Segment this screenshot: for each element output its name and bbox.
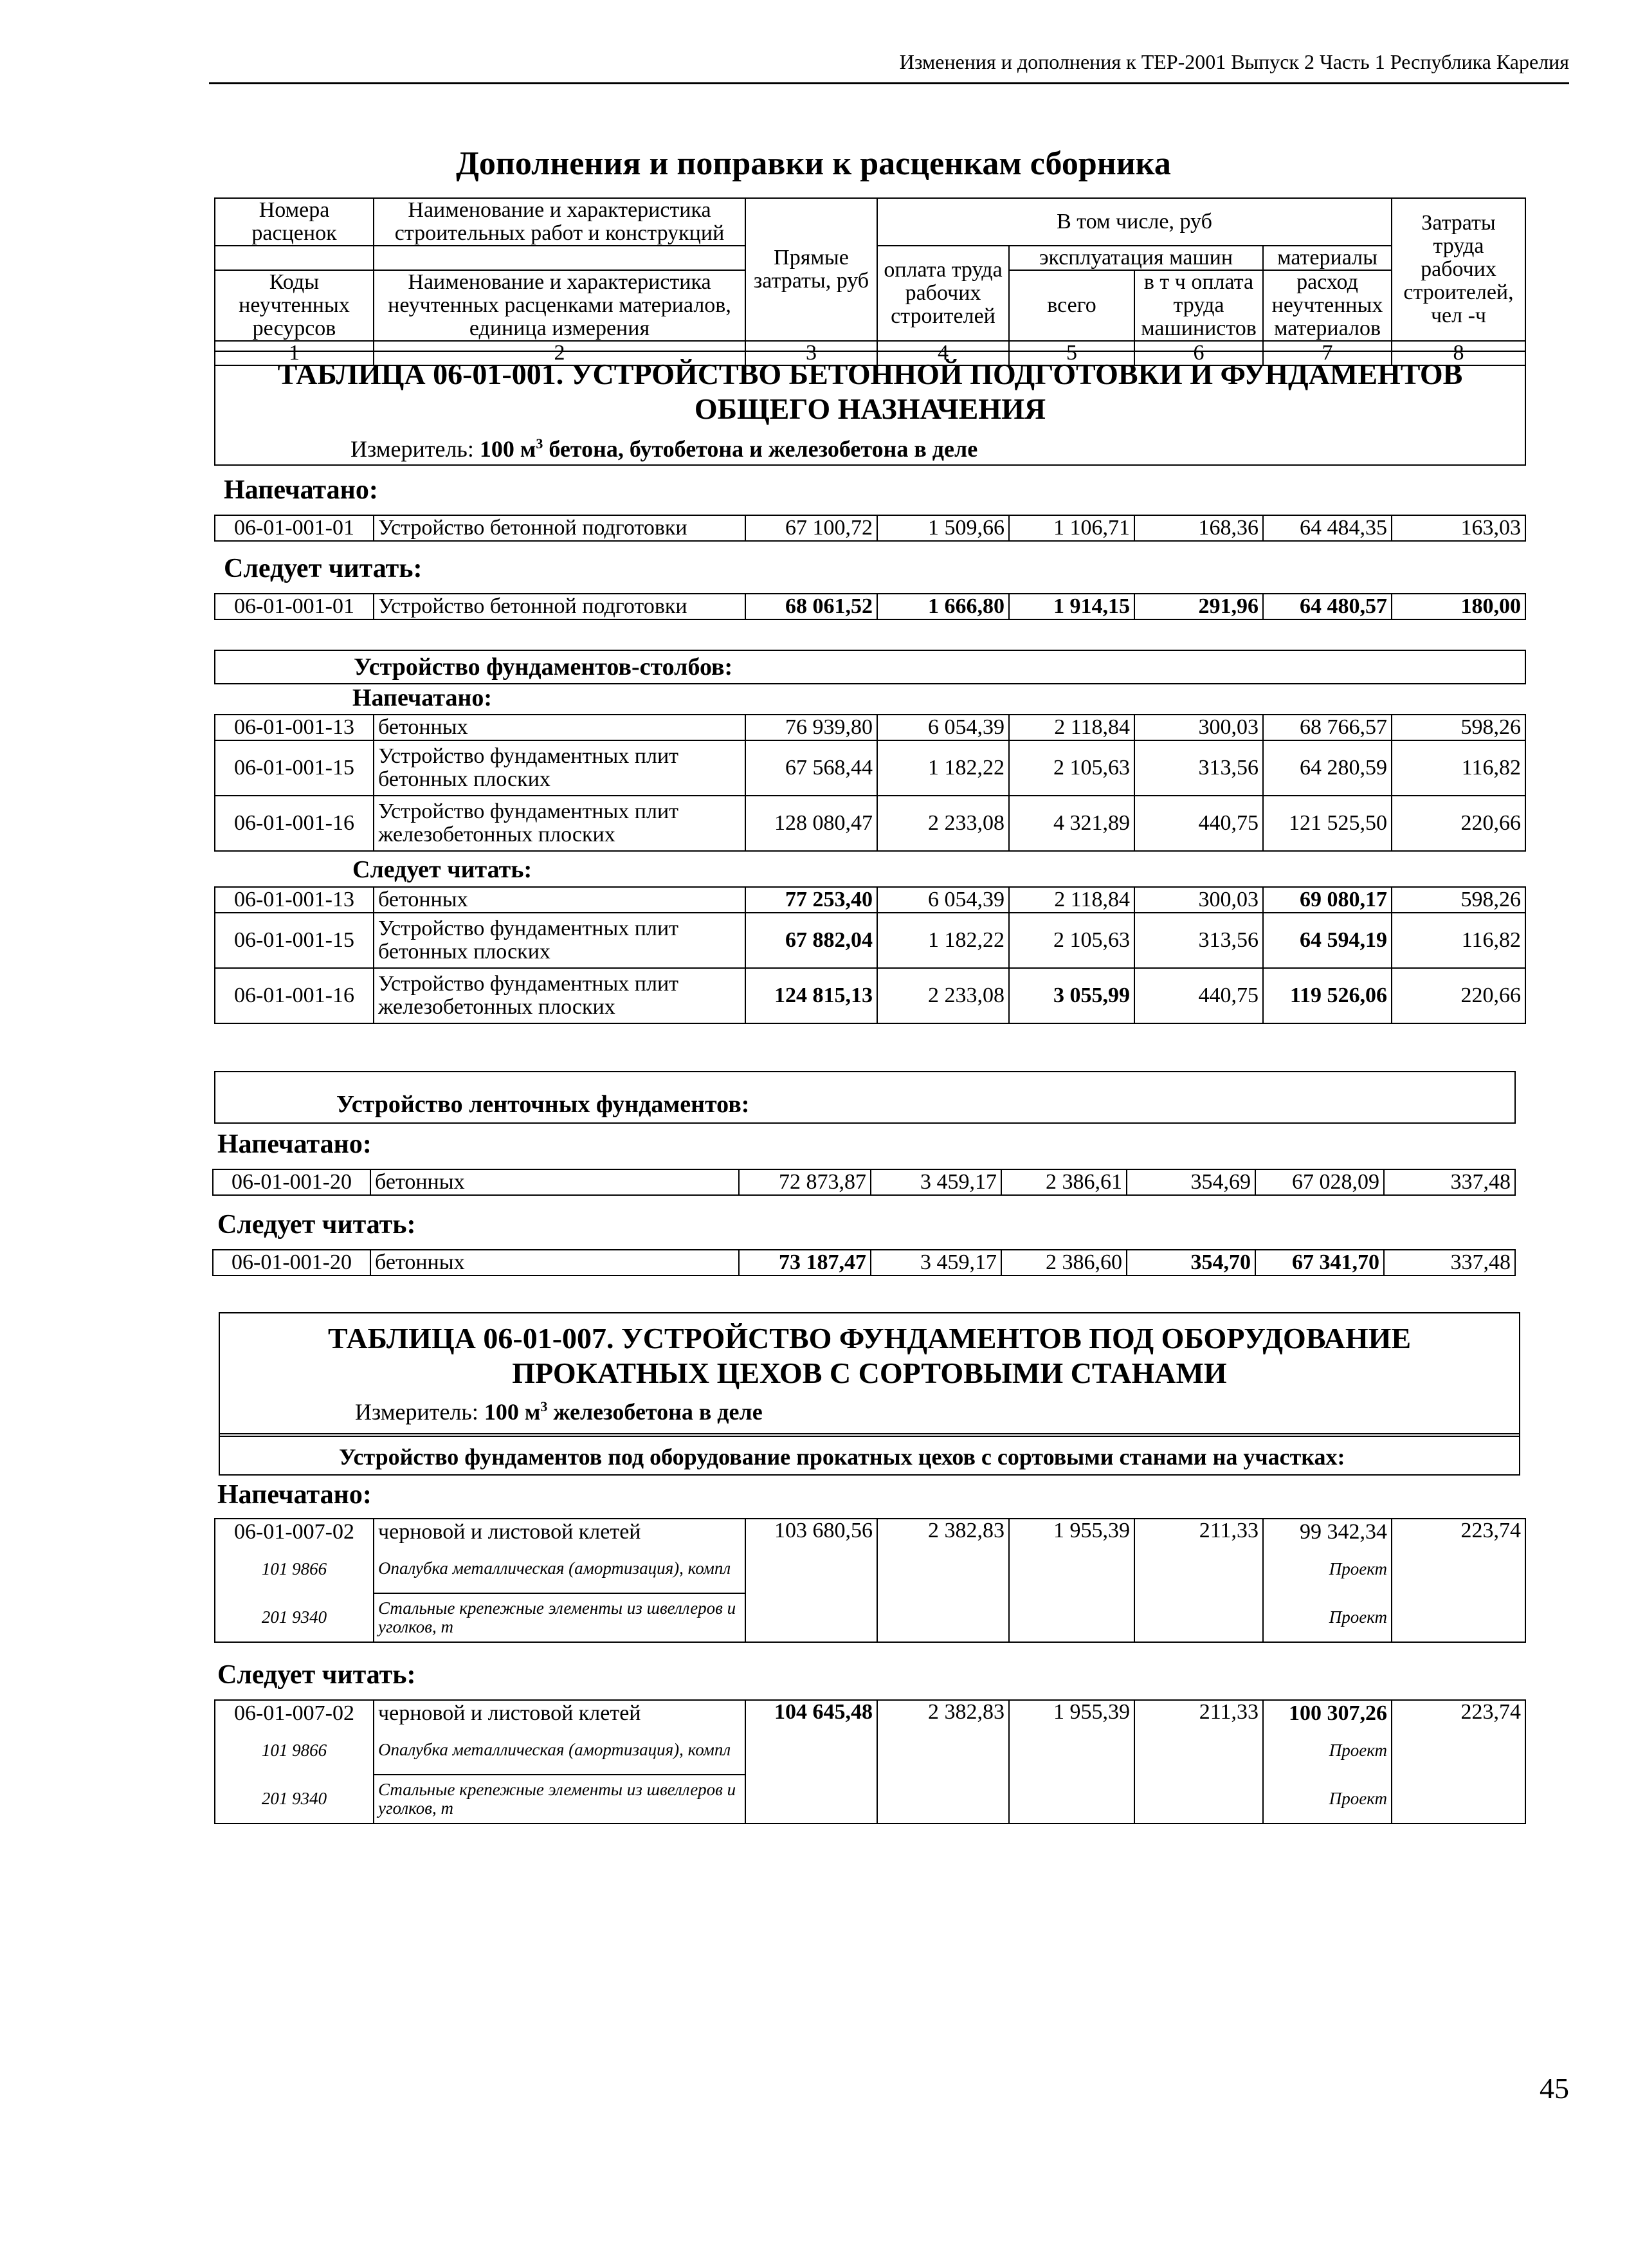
table1-measure: Измеритель: 100 $м^3$ бетона, бутобетона и железобетона в деле — [350, 435, 978, 462]
col5-header: всего — [1009, 270, 1134, 341]
running-header: Изменения и дополнения к ТЕР-2001 Выпуск 2 Часть 1 Республика Карелия — [899, 50, 1569, 73]
table-row: 06-01-001-01 Устройство бетонной подготовки 67 100,72 1 509,66 1 106,71 168,36 64 484,35 163,03 — [215, 515, 1525, 541]
printed-label: Напечатано: — [217, 1480, 372, 1510]
col1-header-a: Номера расценок — [215, 198, 374, 246]
col6-header: в т ч оплата труда машинистов — [1134, 270, 1263, 341]
col1-header-b: Коды неучтенных ресурсов — [215, 270, 374, 341]
col-number: 4 — [877, 341, 1009, 365]
header-rule — [209, 82, 1569, 84]
section2-title: Устройство фундаментов-столбов: — [354, 654, 733, 681]
table-row: 06-01-001-15 Устройство фундаментных плит бетонных плоских 67 882,04 1 182,22 2 105,63 313,56 64 594,19 116,82 — [215, 913, 1525, 968]
table2-title-box — [219, 1312, 1520, 1437]
table2-printed-table — [214, 1518, 1526, 1643]
table-row: 06-01-001-20 бетонных 73 187,47 3 459,17 2 386,60 354,70 67 341,70 337,48 — [213, 1250, 1515, 1276]
table1-title-line1: ТАБЛИЦА 06-01-001. УСТРОЙСТВО БЕТОННОЙ ПОДГОТОВКИ И ФУНДАМЕНТОВ — [277, 358, 1463, 390]
should-read-label: Следует читать: — [352, 856, 532, 883]
table-row: 06-01-001-13 бетонных 76 939,80 6 054,39 2 118,84 300,03 68 766,57 598,26 — [215, 715, 1525, 740]
table1-title-box — [214, 351, 1526, 466]
table1-printed-row — [214, 515, 1526, 542]
col2-header-b: Наименование и характеристика неучтенных расценками материалов, единица измерения — [374, 270, 745, 341]
materials-header: материалы — [1263, 246, 1392, 270]
page-title: Дополнения и поправки к расценкам сборника — [456, 145, 1171, 182]
col-number: 6 — [1134, 341, 1263, 365]
table-row: 06-01-007-02 черновой и листовой клетей 103 680,56 2 382,83 1 955,39 211,33 99 342,34 223,74 — [215, 1519, 1525, 1544]
section2-box — [214, 650, 1526, 684]
machines-header: эксплуатация машин — [1009, 246, 1263, 270]
should-read-label: Следует читать: — [224, 554, 423, 583]
col-number: 7 — [1263, 341, 1392, 365]
section3-correct-row — [212, 1249, 1516, 1276]
table-row: 06-01-001-15 Устройство фундаментных плит бетонных плоских 67 568,44 1 182,22 2 105,63 313,56 64 280,59 116,82 — [215, 740, 1525, 796]
printed-label: Напечатано: — [352, 684, 492, 711]
table2-title-line2: ПРОКАТНЫХ ЦЕХОВ С СОРТОВЫМИ СТАНАМИ — [512, 1357, 1227, 1389]
col-number: 2 — [374, 341, 745, 365]
table2-title-line1: ТАБЛИЦА 06-01-007. УСТРОЙСТВО ФУНДАМЕНТОВ ПОД ОБОРУДОВАНИЕ — [327, 1322, 1412, 1355]
table2-correct-table — [214, 1699, 1526, 1824]
table-row: 06-01-001-20 бетонных 72 873,87 3 459,17 2 386,61 354,69 67 028,09 337,48 — [213, 1169, 1515, 1195]
col-number: 8 — [1392, 341, 1525, 365]
col3-header: Прямые затраты, руб — [745, 198, 877, 341]
section2-correct-table — [214, 886, 1526, 1024]
table1-correct-row — [214, 593, 1526, 620]
section3-printed-row — [212, 1169, 1516, 1196]
section3-box — [214, 1071, 1516, 1124]
table-row: 06-01-001-13 бетонных 77 253,40 6 054,39 2 118,84 300,03 69 080,17 598,26 — [215, 887, 1525, 913]
table2-section-title: Устройство фундаментов под оборудование прокатных цехов с сортовыми станами на участках: — [339, 1444, 1345, 1470]
table-row: 101 9866 Опалубка металлическая (амортизация), компл Проект — [215, 1544, 1525, 1593]
printed-label: Напечатано: — [217, 1129, 372, 1159]
page-number: 45 — [1540, 2072, 1569, 2105]
col8-header: Затраты труда рабочих строителей, чел -ч — [1392, 198, 1525, 341]
table-row: 201 9340 Стальные крепежные элементы из швеллеров и уголков, т Проект — [215, 1593, 1525, 1642]
section3-title: Устройство ленточных фундаментов: — [336, 1091, 750, 1118]
col-number: 5 — [1009, 341, 1134, 365]
table-row: 101 9866 Опалубка металлическая (амортизация), компл Проект — [215, 1726, 1525, 1775]
table2-section-box — [219, 1433, 1520, 1476]
table1-title-line2: ОБЩЕГО НАЗНАЧЕНИЯ — [694, 392, 1046, 425]
included-header: В том числе, руб — [877, 198, 1392, 246]
col-number: 3 — [745, 341, 877, 365]
column-header-table — [214, 197, 1526, 366]
section2-printed-table — [214, 714, 1526, 852]
table-row: 06-01-001-01 Устройство бетонной подготовки 68 061,52 1 666,80 1 914,15 291,96 64 480,57 180,00 — [215, 594, 1525, 619]
table-row: 201 9340 Стальные крепежные элементы из швеллеров и уголков, т Проект — [215, 1775, 1525, 1824]
table2-measure: Измеритель: 100 $м^3$ железобетона в деле — [355, 1398, 763, 1425]
should-read-label: Следует читать: — [217, 1660, 416, 1690]
col2-header-a: Наименование и характеристика строительных работ и конструкций — [374, 198, 745, 246]
col-number: 1 — [215, 341, 374, 365]
col7-header: расход неучтенных материалов — [1263, 270, 1392, 341]
table-row: 06-01-001-16 Устройство фундаментных плит железобетонных плоских 124 815,13 2 233,08 3 055,99 440,75 119 526,06 220,66 — [215, 968, 1525, 1023]
table-row: 06-01-001-16 Устройство фундаментных плит железобетонных плоских 128 080,47 2 233,08 4 321,89 440,75 121 525,50 220,66 — [215, 796, 1525, 851]
table-row: 06-01-007-02 черновой и листовой клетей 104 645,48 2 382,83 1 955,39 211,33 100 307,26 223,74 — [215, 1700, 1525, 1726]
col4-header: оплата труда рабочих строителей — [877, 246, 1009, 341]
printed-label: Напечатано: — [224, 475, 378, 505]
should-read-label: Следует читать: — [217, 1210, 416, 1239]
